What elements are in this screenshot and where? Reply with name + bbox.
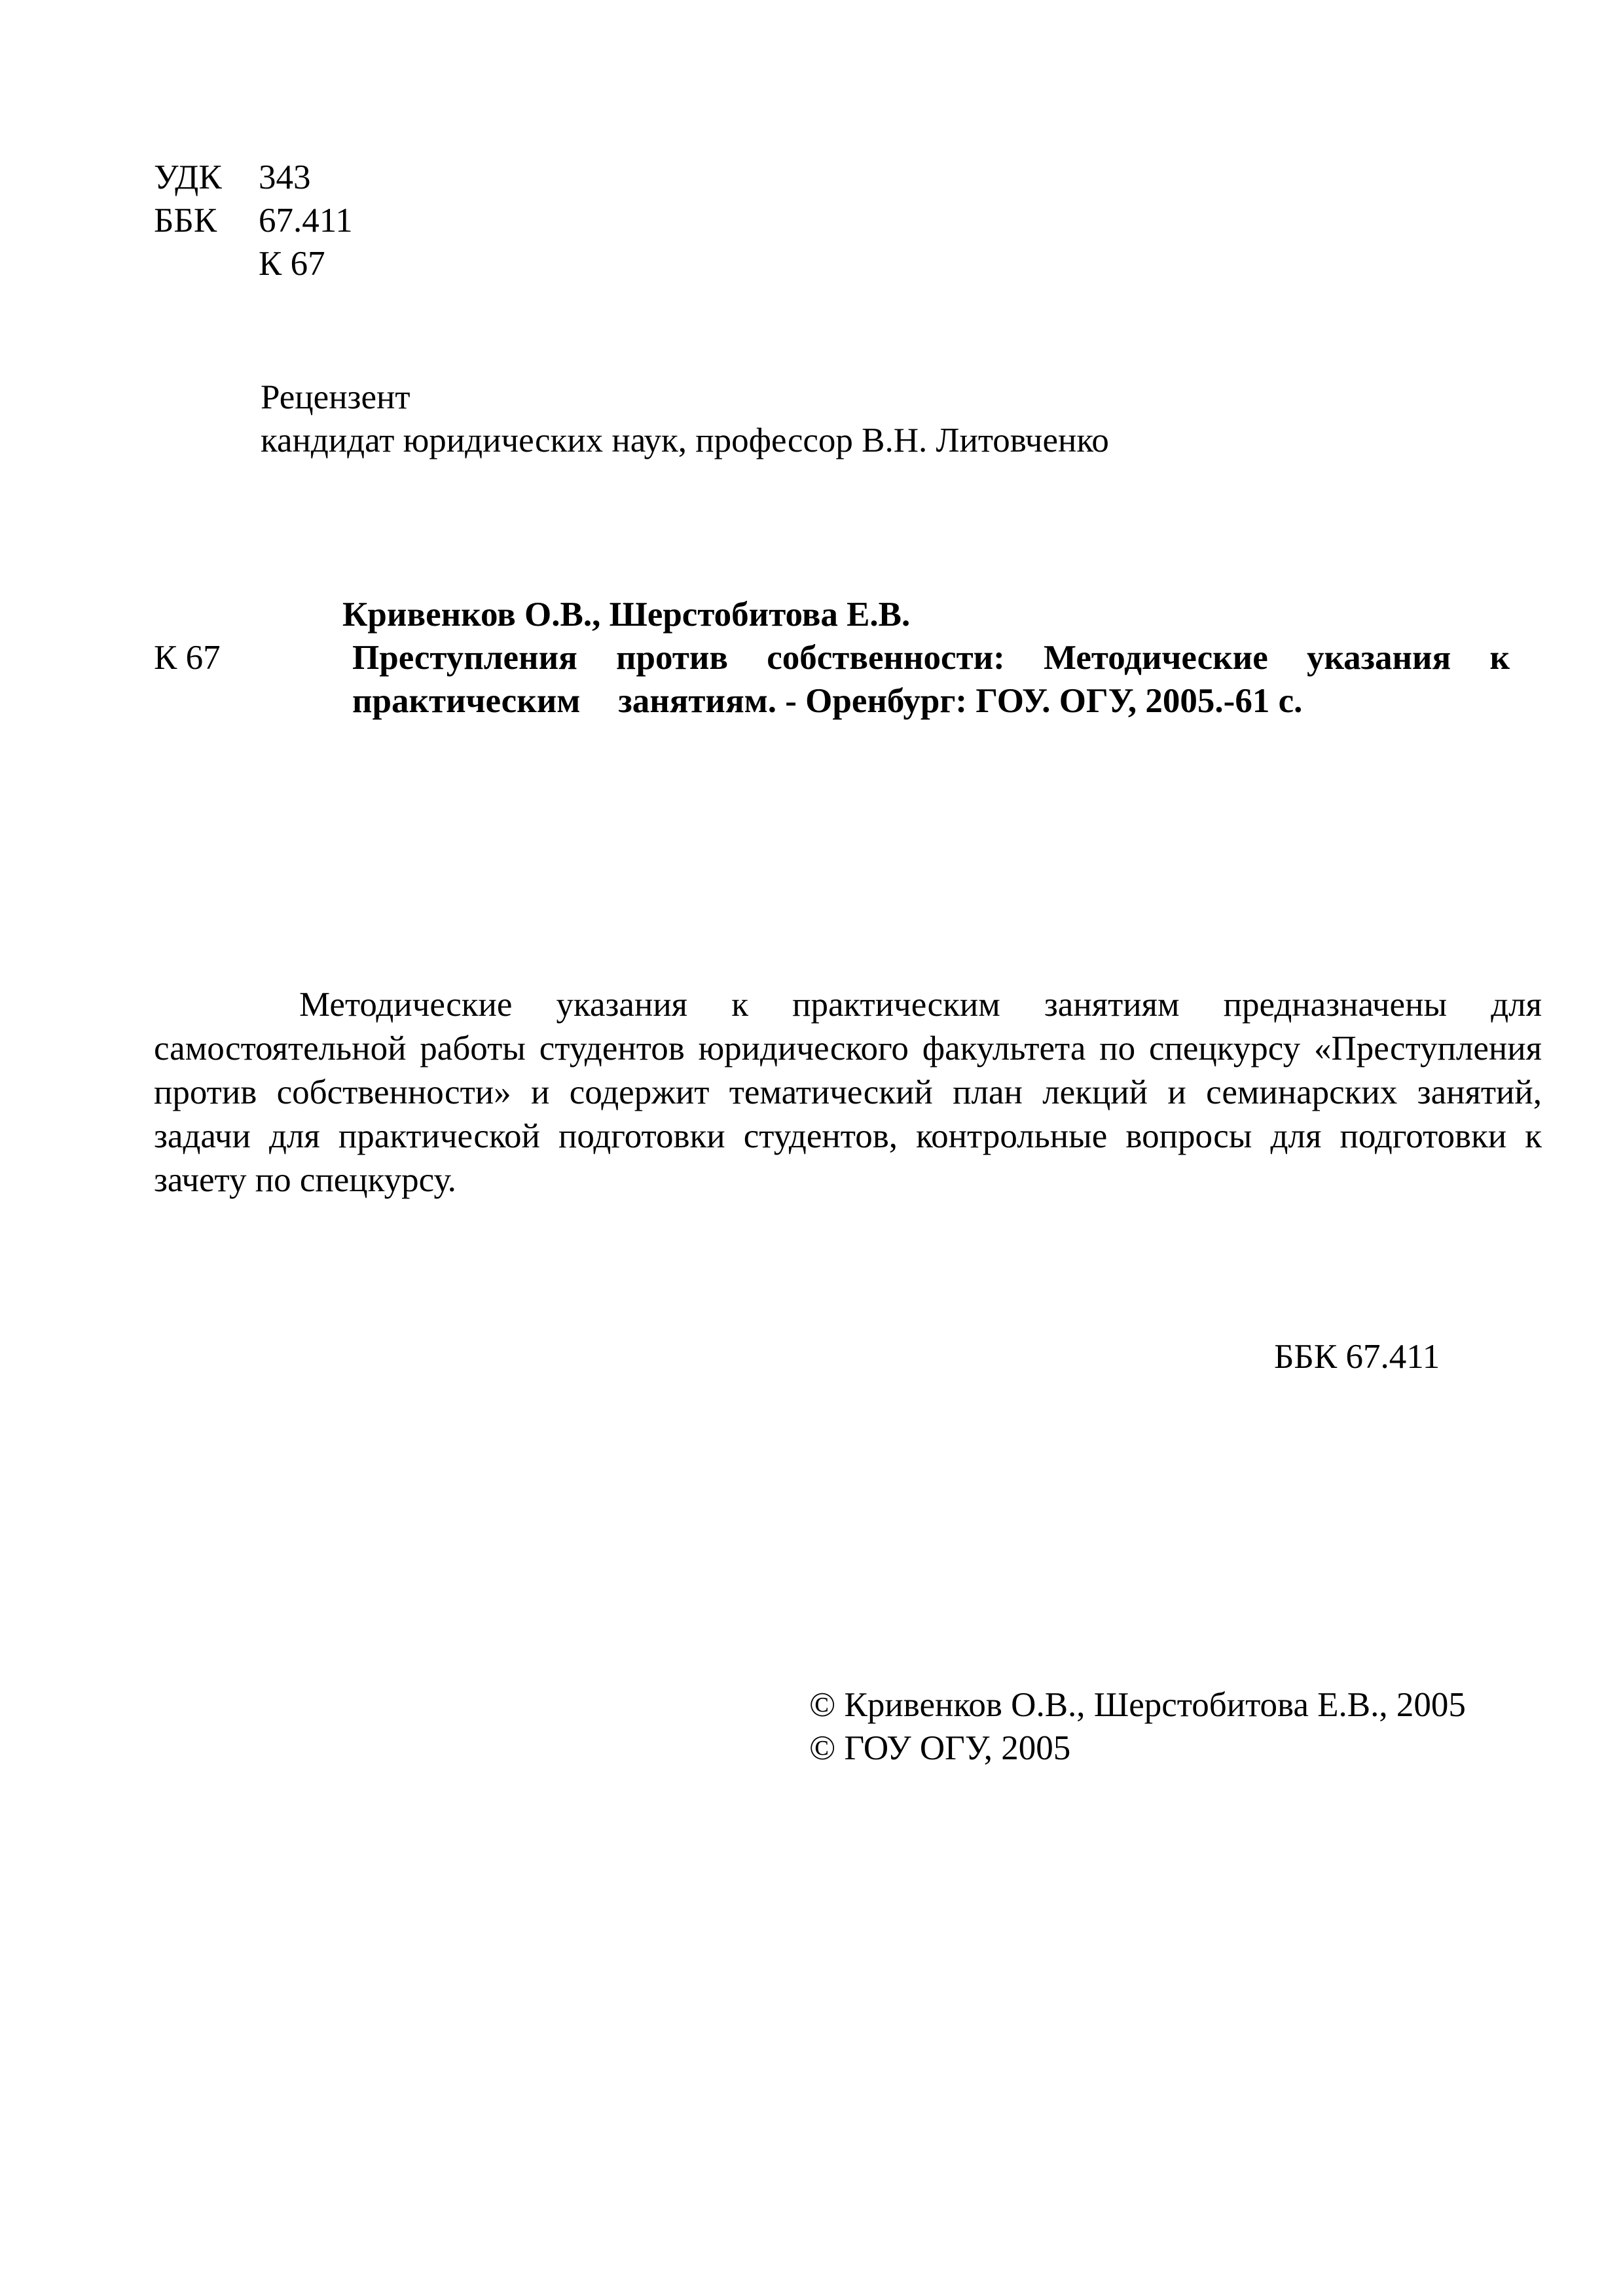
entry-title-line-1: Преступления против собственности: Методические указания к xyxy=(352,639,1510,677)
udk-code xyxy=(154,156,311,199)
entry-title-line-2-start: практическим xyxy=(352,682,581,720)
reviewer-name: кандидат юридических наук, профессор В.Н. Литовченко xyxy=(261,422,1109,459)
entry-authors: Кривенков О.В., Шерстобитова Е.В. xyxy=(342,596,911,634)
udk-label: УДК xyxy=(154,158,222,196)
copyright-authors: © Кривенков О.В., Шерстобитова Е.В., 2005 xyxy=(809,1686,1466,1724)
annotation-paragraph: Методические указания к практическим занятиям предназначены для самостоятельной работы студентов юридического факультета по спецкурсу «Преступления против собственности» и содержит тематический план лекций и семинарских занятий, задачи для практической подготовки студентов, контрольные вопросы для подготовки к зачету по спецкурсу. xyxy=(154,986,1542,1199)
bbk-code xyxy=(154,199,353,242)
copyright-publisher: © ГОУ ОГУ, 2005 xyxy=(809,1729,1071,1767)
author-mark: К 67 xyxy=(259,245,325,283)
bbk-value: 67.411 xyxy=(259,202,353,240)
entry-code: К 67 xyxy=(154,639,221,677)
bbk-label: ББК xyxy=(154,202,217,240)
reviewer-title: Рецензент xyxy=(261,378,410,416)
udk-value: 343 xyxy=(259,158,311,196)
entry-title-line-2 xyxy=(352,679,1302,723)
bbk-footer: ББК 67.411 xyxy=(1274,1338,1440,1376)
entry-title-line-2-end: занятиям. - Оренбург: ГОУ. ОГУ, 2005.-61 с. xyxy=(618,682,1303,720)
